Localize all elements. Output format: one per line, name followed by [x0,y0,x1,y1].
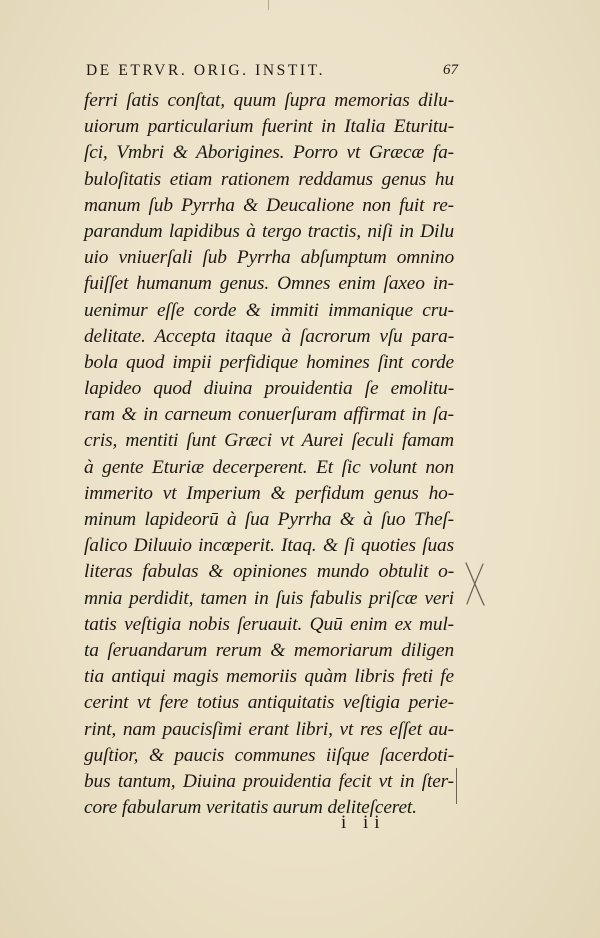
text-line: guſtior, & paucis communes iiſque ſacerdoti- [84,744,454,766]
text-line: tia antiqui magis memoriis quàm libris freti fe [84,666,454,688]
text-line: uio vniuerſali ſub Pyrrha abſumptum omnino [84,247,454,269]
text-line: cris, mentiti ſunt Græci vt Aurei ſeculi famam [84,430,454,452]
text-line: core fabularum veritatis aurum deliteſceret. [84,797,417,819]
text-line: manum ſub Pyrrha & Deucalione non fuit re- [84,194,454,216]
text-line: ram & in carneum conuerſuram affirmat in ſa- [84,404,454,426]
text-line: tatis veſtigia nobis ſeruauit. Quū enim ex mul- [84,613,454,635]
text-line: uiorum particularium fuerint in Italia Eturitu- [84,116,454,138]
text-line: mnia perdidit, tamen in ſuis fabulis priſcæ veri [84,587,454,609]
top-edge-mark [268,0,269,10]
text-line: bus tantum, Diuina prouidentia fecit vt in ſter- [84,770,454,792]
text-line: delitate. Accepta itaque à ſacrorum vſu para- [84,325,454,347]
running-head-title: DE ETRVR. ORIG. INSTIT. [86,62,326,79]
text-line: cerint vt fere totius antiquitatis veſtigia perie- [84,692,454,714]
text-line: literas fabulas & opiniones mundo obtulit o- [84,561,454,583]
text-line: à gente Eturiæ decerperent. Et ſic volunt non [84,456,454,478]
text-line: rint, nam paucisſimi erant libri, vt res eſſet au- [84,718,454,740]
text-line: ſalico Diluuio incœperit. Itaq. & ſi quoties ſuas [84,535,454,557]
page-number: 67 [443,62,458,78]
text-line: lapideo quod diuina prouidentia ſe emolitu- [84,378,454,400]
text-line: uenimur eſſe corde & immiti immanique cru- [84,299,454,321]
text-line: parandum lapidibus à tergo tractis, niſi in Dilu [84,220,454,242]
margin-line-mark [456,768,457,788]
text-line: buloſitatis etiam rationem reddamus genus hu [84,168,454,190]
text-line: minum lapideorū à ſua Pyrrha & à ſuo Theſ- [84,509,454,530]
text-line: immerito vt Imperium & perfidum genus ho- [84,482,454,504]
text-line: ſci, Vmbri & Aborigines. Porro vt Græcæ fa- [84,142,454,164]
margin-line-mark [456,788,457,804]
text-line: ferri ſatis conſtat, quum ſupra memorias dilu- [84,90,454,111]
text-line: fuiſſet humanum genus. Omnes enim ſaxeo in- [84,273,454,295]
signature-mark: i ii [341,812,386,833]
text-line: ta ſeruandarum rerum & memoriarum diligen [84,639,454,661]
margin-x-icon [462,560,488,608]
text-line: bola quod impii perfidique homines ſint corde [84,351,454,373]
body-text [84,88,454,821]
running-head [86,58,458,88]
